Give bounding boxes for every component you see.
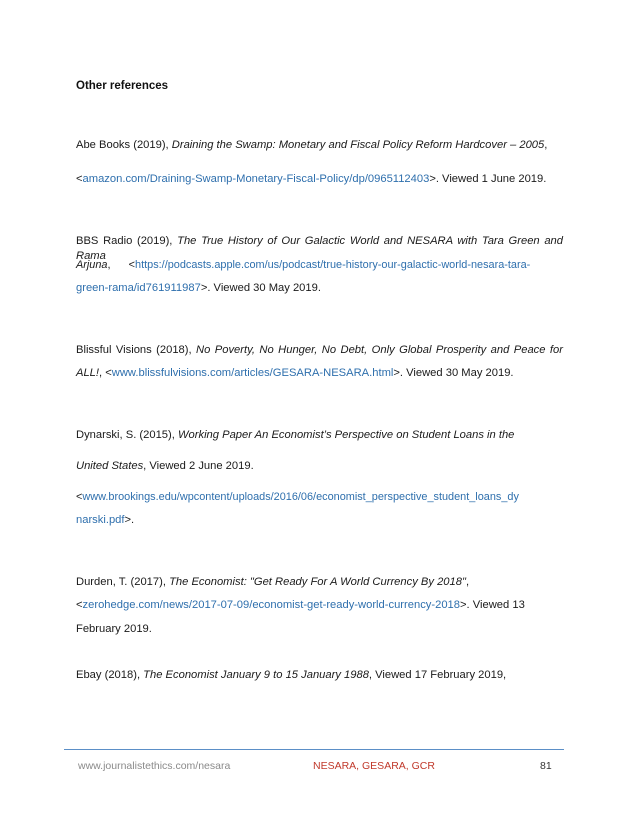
footer-site-url[interactable]: www.journalistethics.com/nesara	[78, 760, 231, 772]
reference-durden-line-1	[76, 575, 563, 590]
ref-author-year: Ebay (2018),	[76, 669, 144, 681]
ref-bracket: <	[76, 173, 83, 185]
ref-title: Draining the Swamp: Monetary and Fiscal Policy Reform Hardcover – 2005	[171, 139, 545, 151]
ref-title: The Economist January 9 to 15 January 1988	[143, 669, 369, 681]
reference-blissful-visions-line-2	[76, 366, 563, 381]
ref-author-year: Blissful Visions (2018),	[76, 344, 197, 356]
ref-author-year: BBS Radio (2019),	[76, 235, 178, 247]
ref-punct: ,	[544, 139, 548, 151]
ref-viewed: , Viewed 2 June 2019.	[143, 460, 254, 472]
ref-link[interactable]: www.blissfulvisions.com/articles/GESARA-NESARA.html	[111, 367, 394, 379]
reference-bbs-radio-line-3	[76, 281, 563, 296]
ref-author-year: Dynarski, S. (2015),	[76, 429, 178, 441]
reference-dynarski-line-2	[76, 459, 563, 474]
reference-dynarski-line-1	[76, 428, 563, 443]
footer-page-number: 81	[540, 760, 552, 772]
ref-author-year: Durden, T. (2017),	[76, 576, 170, 588]
reference-abe-books-line-1	[76, 138, 563, 153]
reference-dynarski-line-3	[76, 490, 563, 505]
ref-title-cont: Arjuna	[76, 259, 108, 271]
ref-viewed: >. Viewed 1 June 2019.	[429, 173, 547, 185]
section-heading: Other references	[76, 80, 169, 92]
ref-bracket: <	[76, 491, 83, 503]
ref-title: No Poverty, No Hunger, No Debt, Only Global Prosperity and Peace for	[196, 344, 563, 356]
reference-bbs-radio-line-1	[76, 234, 563, 262]
ref-viewed-cont: February 2019.	[76, 623, 152, 635]
reference-durden-line-2	[76, 598, 563, 613]
ref-title: Working Paper An Economist’s Perspective on Student Loans in the	[177, 429, 515, 441]
reference-abe-books-line-2	[76, 172, 563, 187]
reference-ebay-line-1	[76, 668, 563, 683]
ref-author-year: Abe Books (2019),	[76, 139, 172, 151]
ref-link[interactable]: https://podcasts.apple.com/us/podcast/true-history-our-galactic-world-nesara-tara-	[135, 259, 531, 271]
ref-link[interactable]: www.brookings.edu/wpcontent/uploads/2016/06/economist_perspective_student_loans_dy	[82, 491, 519, 503]
ref-punct: ,	[465, 576, 470, 588]
footer-document-title: NESARA, GESARA, GCR	[313, 760, 435, 772]
ref-viewed: >. Viewed 30 May 2019.	[393, 367, 514, 379]
ref-link-cont[interactable]: narski.pdf	[76, 514, 125, 526]
ref-link[interactable]: zerohedge.com/news/2017-07-09/economist-get-ready-world-currency-2018	[82, 599, 461, 611]
ref-title: The True History of Our Galactic World and NESARA with Tara Green and Rama	[76, 235, 563, 262]
reference-bbs-radio-line-2	[76, 258, 563, 273]
ref-link[interactable]: amazon.com/Draining-Swamp-Monetary-Fiscal-Policy/dp/0965112403	[82, 173, 430, 185]
ref-viewed: >. Viewed 13	[460, 599, 525, 611]
reference-blissful-visions-line-1	[76, 343, 563, 358]
reference-dynarski-line-4	[76, 513, 563, 528]
ref-title-cont: United States	[76, 460, 144, 472]
reference-durden-line-3	[76, 622, 563, 637]
ref-bracket: , <	[107, 259, 136, 271]
ref-viewed: >. Viewed 30 May 2019.	[200, 282, 321, 294]
footer-divider	[64, 749, 564, 750]
ref-bracket: <	[76, 599, 83, 611]
ref-bracket: , <	[99, 367, 112, 379]
ref-title-cont: ALL!	[76, 367, 100, 379]
ref-bracket: >.	[124, 514, 135, 526]
ref-viewed: , Viewed 17 February 2019,	[368, 669, 507, 681]
ref-link-cont[interactable]: green-rama/id761911987	[76, 282, 201, 294]
ref-title: The Economist: "Get Ready For A World Currency By 2018"	[169, 576, 466, 588]
